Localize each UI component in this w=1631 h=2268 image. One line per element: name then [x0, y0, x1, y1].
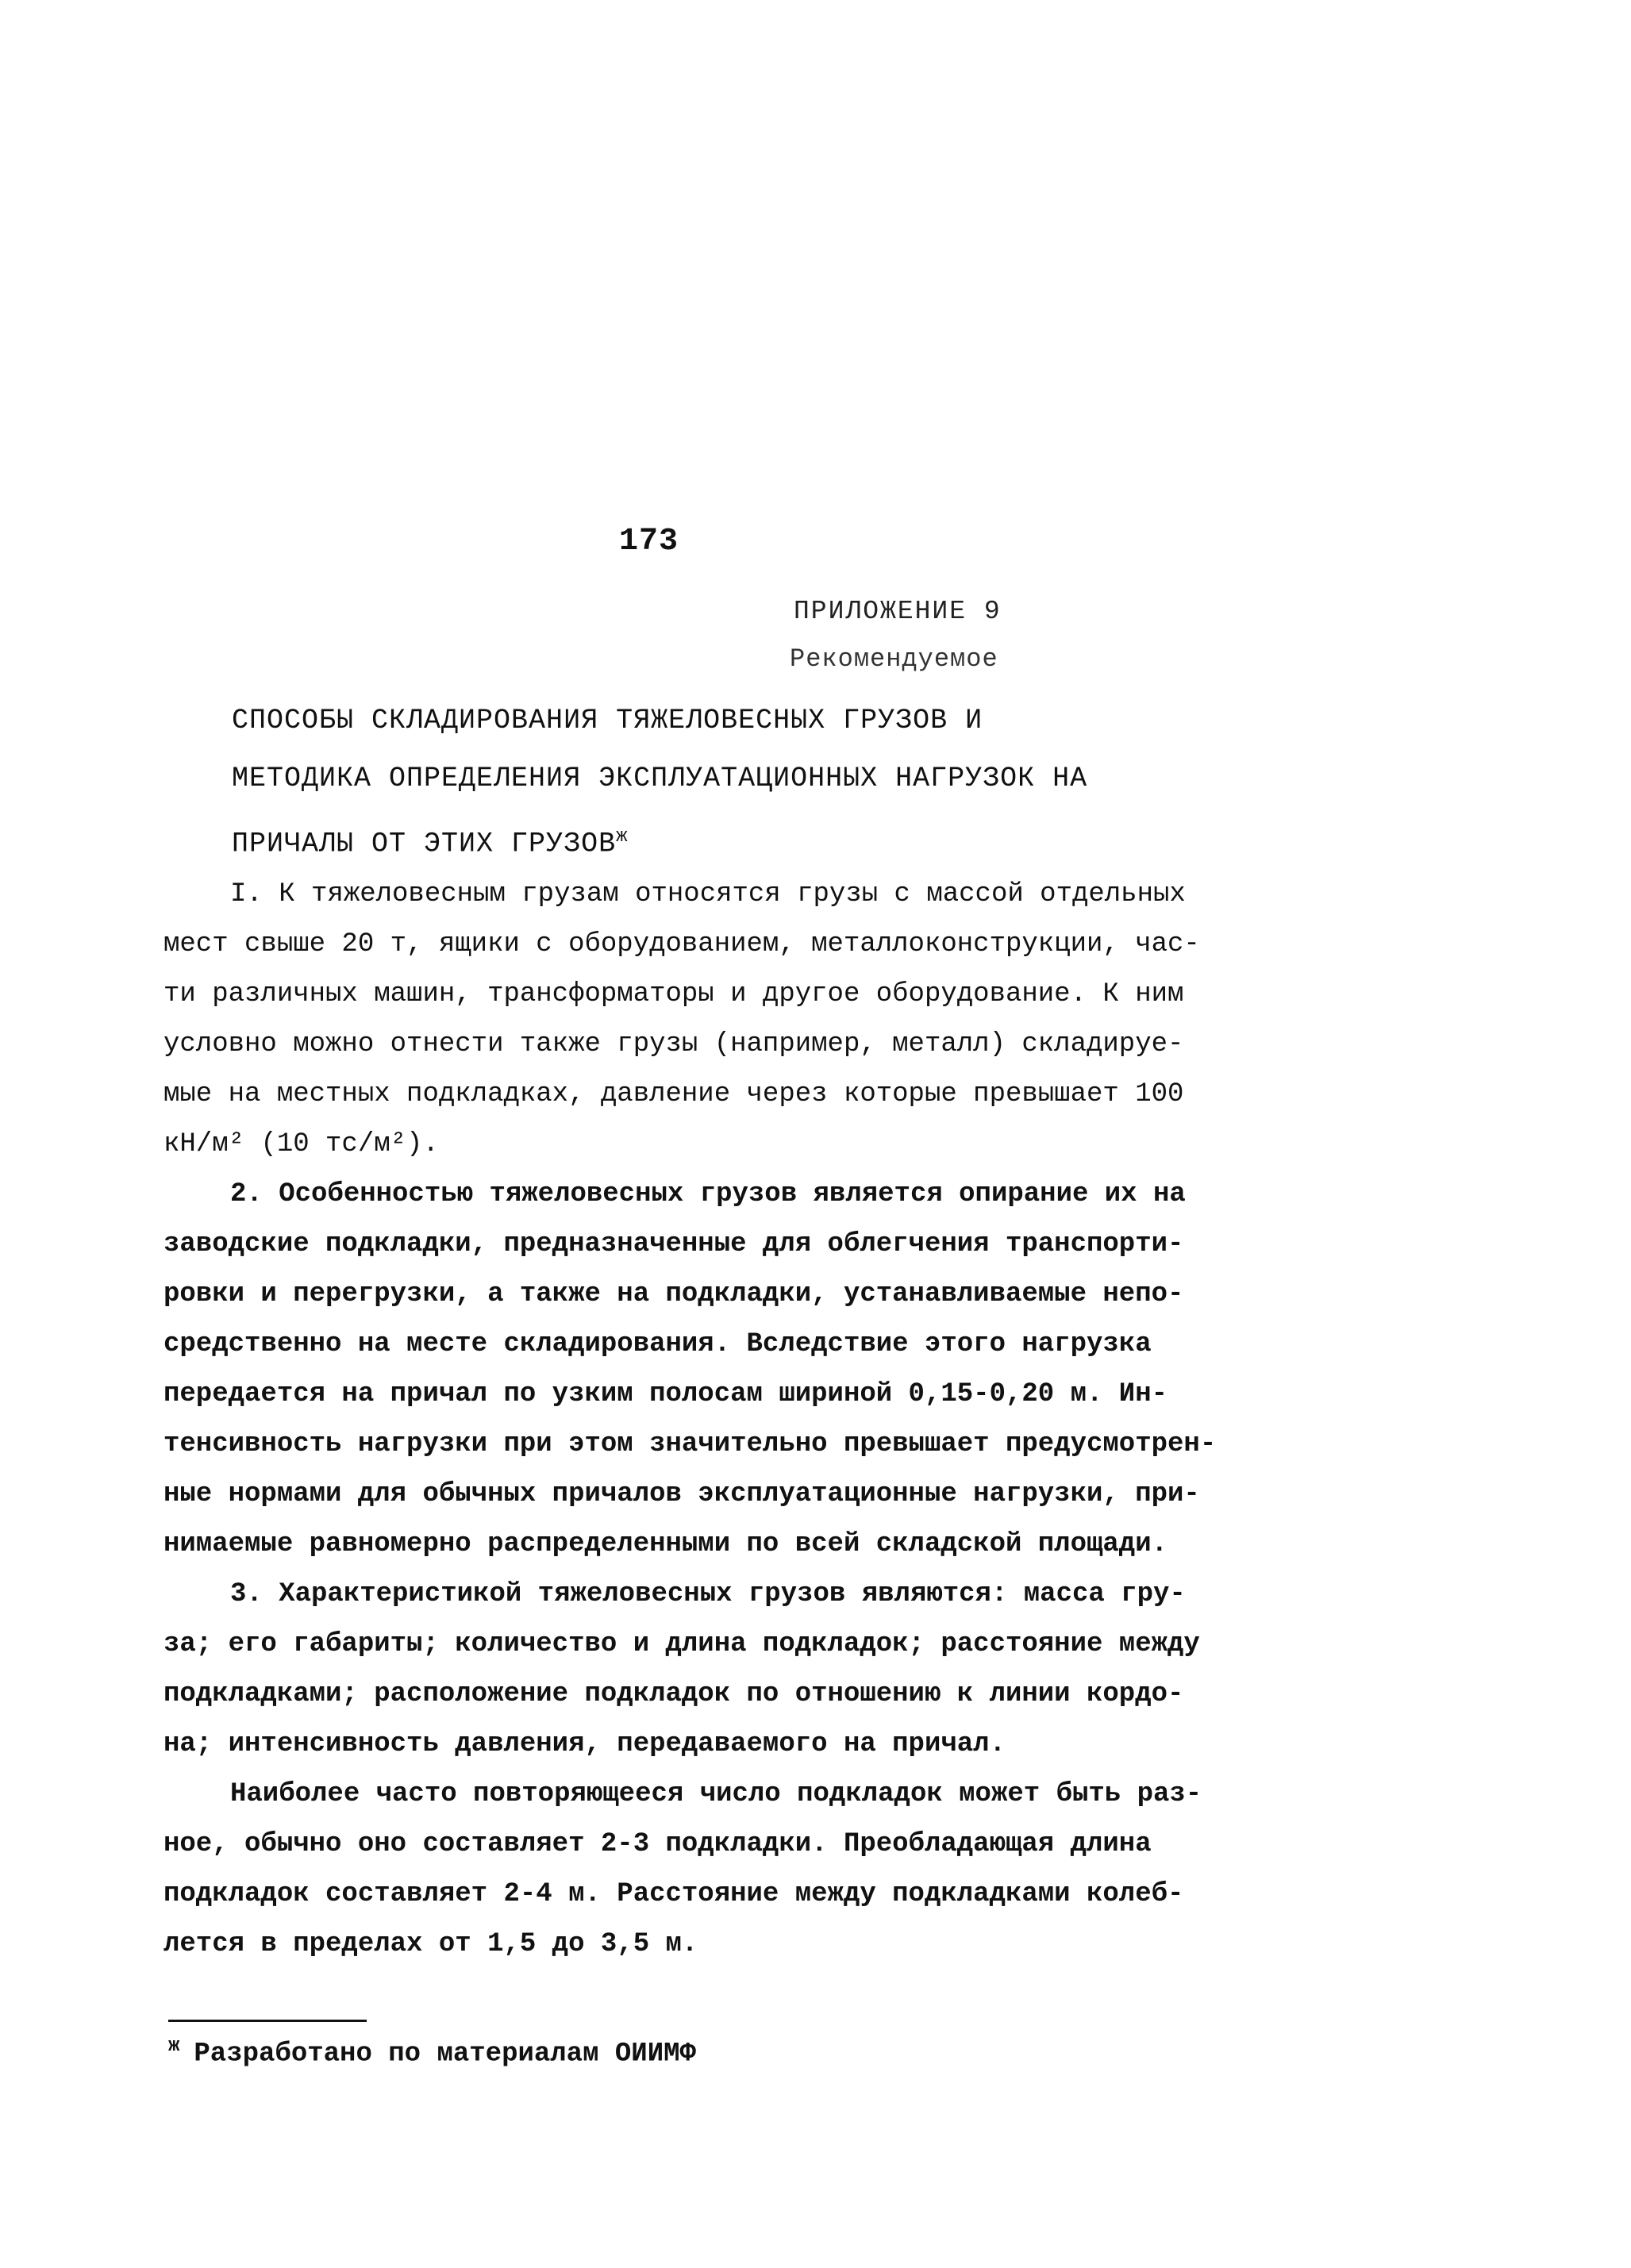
footnote-divider: [168, 2020, 367, 2022]
title-line-2: МЕТОДИКА ОПРЕДЕЛЕНИЯ ЭКСПЛУАТАЦИОННЫХ НАГРУЗОК НА: [232, 763, 1088, 794]
paragraph-line: Наиболее часто повторяющееся число подкладок может быть раз-: [230, 1779, 1202, 1809]
paragraph-line: лется в пределах от 1,5 до 3,5 м.: [163, 1929, 698, 1959]
paragraph-line: подкладками; расположение подкладок по отношению к линии кордо-: [163, 1679, 1184, 1709]
paragraph-4: [163, 1770, 1202, 1970]
paragraph-line: ные нормами для обычных причалов эксплуатационные нагрузки, при-: [163, 1479, 1200, 1509]
page-number: 173: [619, 524, 679, 559]
footnote: [168, 2035, 696, 2069]
title-line-1: СПОСОБЫ СКЛАДИРОВАНИЯ ТЯЖЕЛОВЕСНЫХ ГРУЗОВ И: [232, 705, 983, 736]
footnote-mark: ж: [168, 2035, 180, 2057]
paragraph-line: на; интенсивность давления, передаваемого на причал.: [163, 1729, 1006, 1759]
paragraph-line: ровки и перегрузки, а также на подкладки, устанавливаемые непо-: [163, 1279, 1184, 1309]
title-line-3-text: ПРИЧАЛЫ ОТ ЭТИХ ГРУЗОВ: [232, 828, 617, 860]
paragraph-line: за; его габариты; количество и длина подкладок; расстояние между: [163, 1629, 1200, 1659]
paragraph-line: 3. Характеристикой тяжеловесных грузов являются: масса гру-: [230, 1579, 1186, 1609]
paragraph-line: заводские подкладки, предназначенные для облегчения транспорти-: [163, 1229, 1184, 1259]
paragraph-line: передается на причал по узким полосам шириной 0,15-0,20 м. Ин-: [163, 1379, 1168, 1409]
paragraph-line: мые на местных подкладках, давление через которые превышает 100: [163, 1079, 1184, 1109]
paragraph-line: нимаемые равномерно распределенными по всей складской площади.: [163, 1529, 1168, 1559]
recommended-label: Рекомендуемое: [790, 644, 998, 674]
footnote-text: Разработано по материалам ОИИМФ: [194, 2039, 696, 2070]
paragraph-line: подкладок составляет 2-4 м. Расстояние между подкладками колеб-: [163, 1879, 1184, 1909]
paragraph-line: тенсивность нагрузки при этом значительно превышает предусмотрен-: [163, 1429, 1217, 1459]
paragraph-line: условно можно отнести также грузы (например, металл) складируе-: [163, 1029, 1184, 1059]
appendix-label: ПРИЛОЖЕНИЕ 9: [794, 597, 1002, 626]
document-body: [163, 870, 1217, 1970]
paragraph-line: средственно на месте складирования. Вследствие этого нагрузка: [163, 1329, 1152, 1359]
paragraph-line: I. К тяжеловесным грузам относятся грузы с массой отдельных: [230, 879, 1186, 909]
paragraph-line: ти различных машин, трансформаторы и другое оборудование. К ним: [163, 979, 1184, 1009]
paragraph-1: [163, 870, 1200, 1170]
paragraph-2: [163, 1170, 1217, 1570]
document-title: [232, 692, 1137, 874]
paragraph-line: 2. Особенностью тяжеловесных грузов является опирание их на: [230, 1179, 1186, 1209]
paragraph-3: [163, 1570, 1200, 1770]
paragraph-line: ное, обычно оно составляет 2-3 подкладки. Преобладающая длина: [163, 1829, 1152, 1859]
paragraph-line: кН/м² (10 тс/м²).: [163, 1129, 439, 1159]
paragraph-line: мест свыше 20 т, ящики с оборудованием, металлоконструкции, час-: [163, 929, 1200, 959]
title-line-3: [232, 808, 1137, 874]
title-footnote-mark: ж: [616, 826, 629, 848]
